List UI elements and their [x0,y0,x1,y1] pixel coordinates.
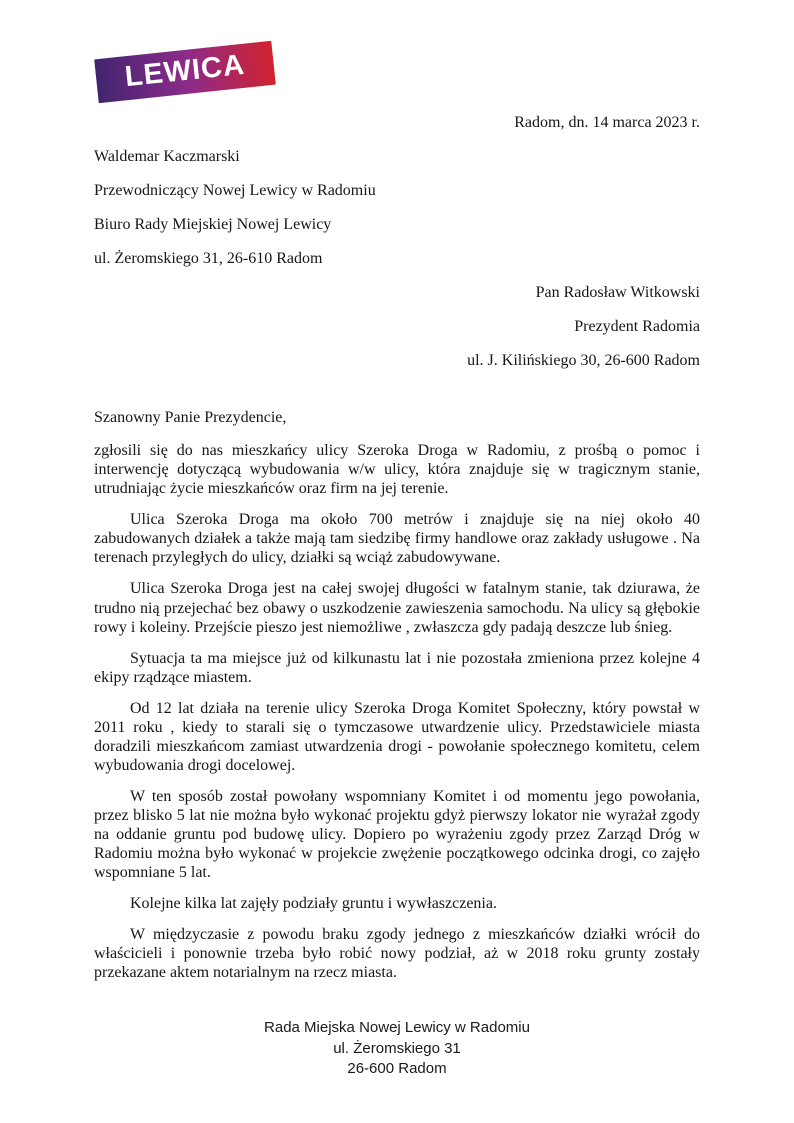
paragraph: Kolejne kilka lat zajęły podziały gruntu i wywłaszczenia. [130,894,497,912]
sender-title: Przewodniczący Nowej Lewicy w Radomiu [94,182,376,200]
paragraph: Ulica Szeroka Droga ma około 700 metrów i znajduje się na niej około 40 zabudowanych działek a także mają tam siedzibę firmy handlowe oraz zakłady usługowe . Na terenach przyległych do ulicy, działki są wciąż zabudowywane. [94,511,700,567]
letter-body [94,441,700,982]
recipient-block [94,283,700,370]
paragraph: W ten sposób został powołany wspomniany Komitet i od momentu jego powołania, przez blisko 5 lat nie można było wykonać projektu gdyż pierwszy lokator nie wyrażał zgody na oddanie gruntu pod budowę ulicy. Dopiero po wyrażeniu zgody przez Zarząd Dróg w Radomiu można było wykonać w projekcie zwężenie początkowego odcinka drogi, co zajęło wspomniane 5 lat. [94,787,700,881]
paragraph: W międzyczasie z powodu braku zgody jednego z mieszkańców działki wrócił do właścicieli i ponownie trzeba było robić nowy podział, aż w 2018 roku grunty zostały przekazane aktem notarialnym na rzecz miasta. [94,925,700,981]
footer-city: 26-600 Radom [347,1060,447,1077]
recipient-name: Pan Radosław Witkowski [535,284,700,302]
logo-row [94,0,700,113]
date-line: Radom, dn. 14 marca 2023 r. [514,114,700,131]
paragraph: Ulica Szeroka Droga jest na całej swojej długości w fatalnym stanie, tak dziurawa, że trudno nią przejechać bez obawy o uszkodzenie zawieszenia samochodu. Na ulicy są głębokie rowy i koleiny. Przejście pieszo jest niemożliwe , zwłaszcza gdy padają deszcze lub śnieg. [94,580,700,636]
footer-org: Rada Miejska Nowej Lewicy w Radomiu [264,1019,530,1036]
sender-address: ul. Żeromskiego 31, 26-610 Radom [94,250,323,268]
lewica-logo-text: LEWICA [123,48,247,93]
lewica-logo [94,41,276,103]
recipient-title: Prezydent Radomia [574,318,700,336]
footer-street: ul. Żeromskiego 31 [333,1039,461,1057]
recipient-address: ul. J. Kilińskiego 30, 26-600 Radom [467,352,700,370]
paragraph: Sytuacja ta ma miejsce już od kilkunastu lat i nie pozostała zmieniona przez kolejne 4 ekipy rządzące miastem. [94,649,700,686]
sender-office: Biuro Rady Miejskiej Nowej Lewicy [94,216,332,234]
footer-block [0,1018,794,1080]
sender-block [94,147,700,268]
sender-name: Waldemar Kaczmarski [94,148,240,166]
paragraph: Od 12 lat działa na terenie ulicy Szeroka Droga Komitet Społeczny, który powstał w 2011 roku , kiedy to starali się o tymczasowe utwardzenie ulicy. Przedstawiciele miasta doradzili mieszkańcom zamiast utwardzenia drogi - powołanie społecznego komitetu, celem wybudowania drogi docelowej. [94,699,700,774]
salutation: Szanowny Panie Prezydencie, [94,409,287,427]
paragraph: zgłosili się do nas mieszkańcy ulicy Szeroka Droga w Radomiu, z prośbą o pomoc i interwencję dotyczącą wybudowania w/w ulicy, która znajduje się w tragicznym stanie, utrudniając życie mieszkańców oraz firm na jej terenie. [94,442,700,498]
